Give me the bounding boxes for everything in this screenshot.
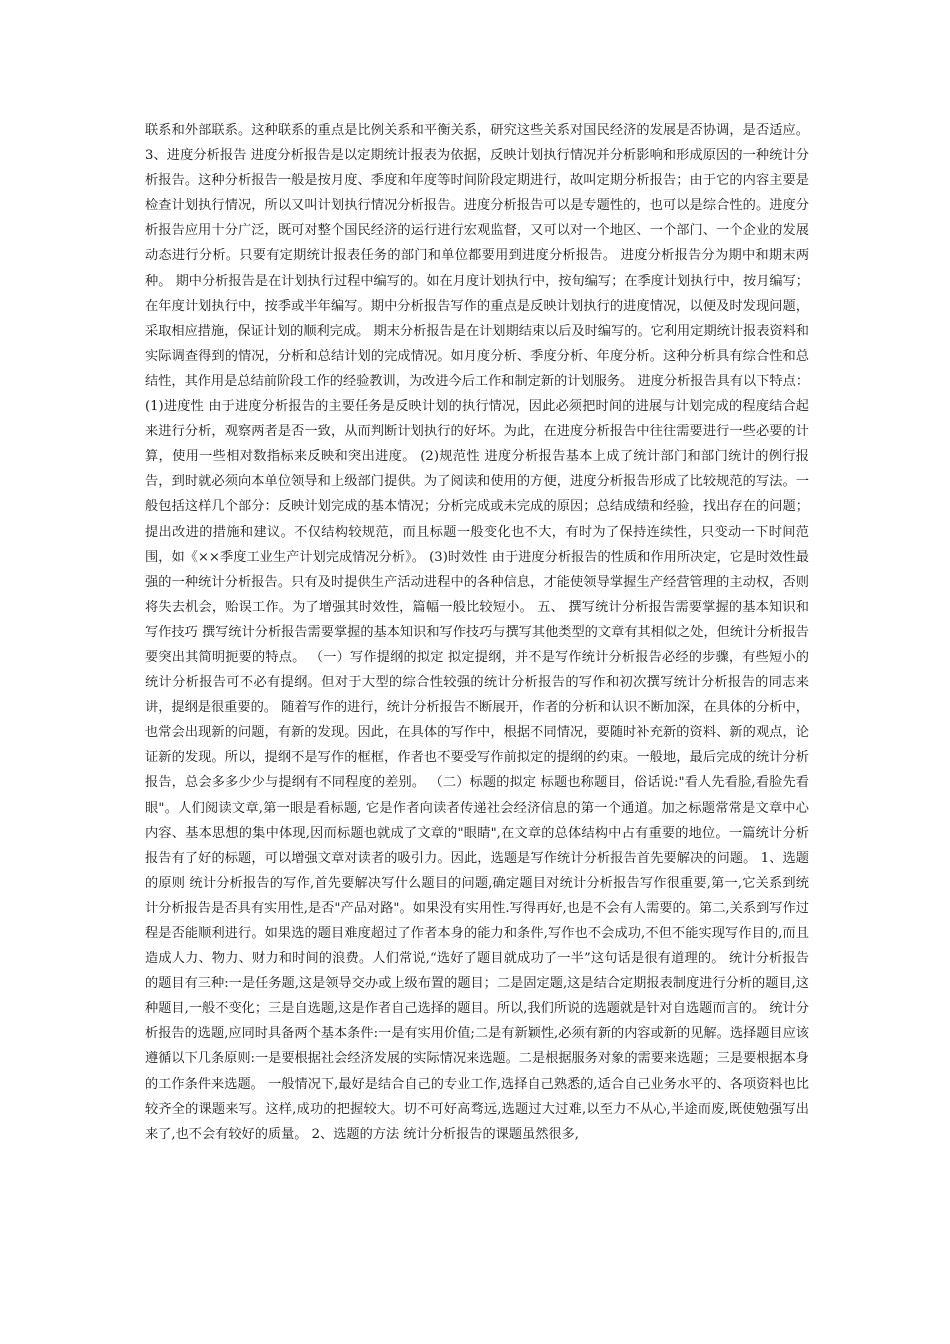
body-text: 联系和外部联系。这种联系的重点是比例关系和平衡关系，研究这些关系对国民经济的发展是否协调，是否适应。 3、进度分析报告 进度分析报告是以定期统计报表为依据，反映计划执行情况并分析影响和形成原因的一种统计分析报告。这种分析报告一般是按月度、季度和年度等时间阶段定期进行，故叫定期分析报告；由于它的内容主要是检查计划执行情况，所以又叫计划执行情况分析报告。进度分析报告可以是专题性的，也可以是综合性的。进度分析报告应用十分广泛，既可对整个国民经济的运行进行宏观监督，又可以对一个地区、一个部门、一个企业的发展动态进行分析。只要有定期统计报表任务的部门和单位都要用到进度分析报告。 进度分析报告分为期中和期末两种。 期中分析报告是在计划执行过程中编写的。如在月度计划执行中，按旬编写；在季度计划执行中，按月编写；在年度计划执行中，按季或半年编写。期中分析报告写作的重点是反映计划执行的进度情况，以便及时发现问题，采取相应措施，保证计划的顺利完成。 期末分析报告是在计划期结束以后及时编写的。它利用定期统计报表资料和实际调查得到的情况，分析和总结计划的完成情况。如月度分析、季度分析、年度分析。这种分析具有综合性和总结性，其作用是总结前阶段工作的经验教训，为改进今后工作和制定新的计划服务。 进度分析报告具有以下特点： (1)进度性 由于进度分析报告的主要任务是反映计划的执行情况，因此必须把时间的进展与计划完成的程度结合起来进行分析，观察两者是否一致，从而判断计划执行的好坏。为此，在进度分析报告中往往需要进行一些必要的计算，使用一些相对数指标来反映和突出进度。 (2)规范性 进度分析报告基本上成了统计部门和部门统计的例行报告，到时就必须向本单位领导和上级部门提供。为了阅读和使用的方便，进度分析报告形成了比较规范的写法。一般包括这样几个部分：反映计划完成的基本情况；分析完成或未完成的原因；总结成绩和经验，找出存在的问题；提出改进的措施和建议。不仅结构较规范，而且标题一般变化也不大，有时为了保持连续性，只变动一下时间范围，如《××季度工业生产计划完成情况分析》。 (3)时效性 由于进度分析报告的性质和作用所决定，它是时效性最强的一种统计分析报告。只有及时提供生产活动进程中的各种信息，才能使领导掌握生产经营管理的主动权，否则将失去机会，贻误工作。为了增强其时效性，篇幅一般比较短小。 五、 撰写统计分析报告需要掌握的基本知识和写作技巧 撰写统计分析报告需要掌握的基本知识和写作技巧与撰写其他类型的文章有其相似之处，但统计分析报告要突出其简明扼要的特点。 （一）写作提纲的拟定 拟定提纲，并不是写作统计分析报告必经的步骤，有些短小的统计分析报告可不必有提纲。但对于大型的综合性较强的统计分析报告的写作和初次撰写统计分析报告的同志来讲，提纲是很重要的。 随着写作的进行，统计分析报告不断展开，作者的分析和认识不断加深，在具体的分析中，也常会出现新的问题，有新的发现。因此，在具体的写作中，根据不同情况，要随时补充新的资料、新的观点，论证新的发现。所以，提纲不是写作的框框，作者也不要受写作前拟定的提纲的约束。一般地，最后完成的统计分析报告，总会多多少少与提纲有不同程度的差别。 （二）标题的拟定 标题也称题目，俗话说:"看人先看脸,看脸先看眼"。人们阅读文章,第一眼是看标题, 它是作者向读者传递社会经济信息的第一个通道。加之标题常常是文章中心内容、基本思想的集中体现,因而标题也就成了文章的"眼睛",在文章的总体结构中占有重要的地位。一篇统计分析报告有了好的标题，可以增强文章对读者的吸引力。因此，选题是写作统计分析报告首先要解决的问题。 1、选题的原则 统计分析报告的写作,首先要解决写什么题目的问题,确定题目对统计分析报告写作很重要,第一,它关系到统计分析报告是否具有实用性,是否"产品对路"。如果没有实用性.写得再好,也是不会有人需要的。第二,关系到写作过程是否能顺利进行。如果选的题目难度超过了作者本身的能力和条件,写作也不会成功,不但不能实现写作目的,而且造成人力、物力、财力和时间的浪费。人们常说,“选好了题目就成功了一半”这句话是很有道理的。 统计分析报告的题目有三种:一是任务题,这是领导交办或上级布置的题目；二是固定题,这是结合定期报表制度进行分析的题目,这种题目,一般不变化；三是自选题,这是作者自己选择的题目。所以,我们所说的选题就是针对自选题而言的。 统计分析报告的选题,应同时具备两个基本条件:一是有实用价值;二是有新颖性,必须有新的内容或新的见解。选择题目应该遵循以下几条原则:一是要根据社会经济发展的实际情况来选题。二是根据服务对象的需要来选题；三是要根据本身的工作条件来选题。 一般情况下,最好是结合自己的专业工作,选择自己熟悉的,适合自己业务水平的、各项资料也比较齐全的课题来写。这样,成功的把握较大。切不可好高骛远,选题过大过难,以至力不从心,半途而废,既使勉强写出来了,也不会有较好的质量。 2、选题的方法 统计分析报告的课题虽然很多, — [145, 123, 809, 1142]
